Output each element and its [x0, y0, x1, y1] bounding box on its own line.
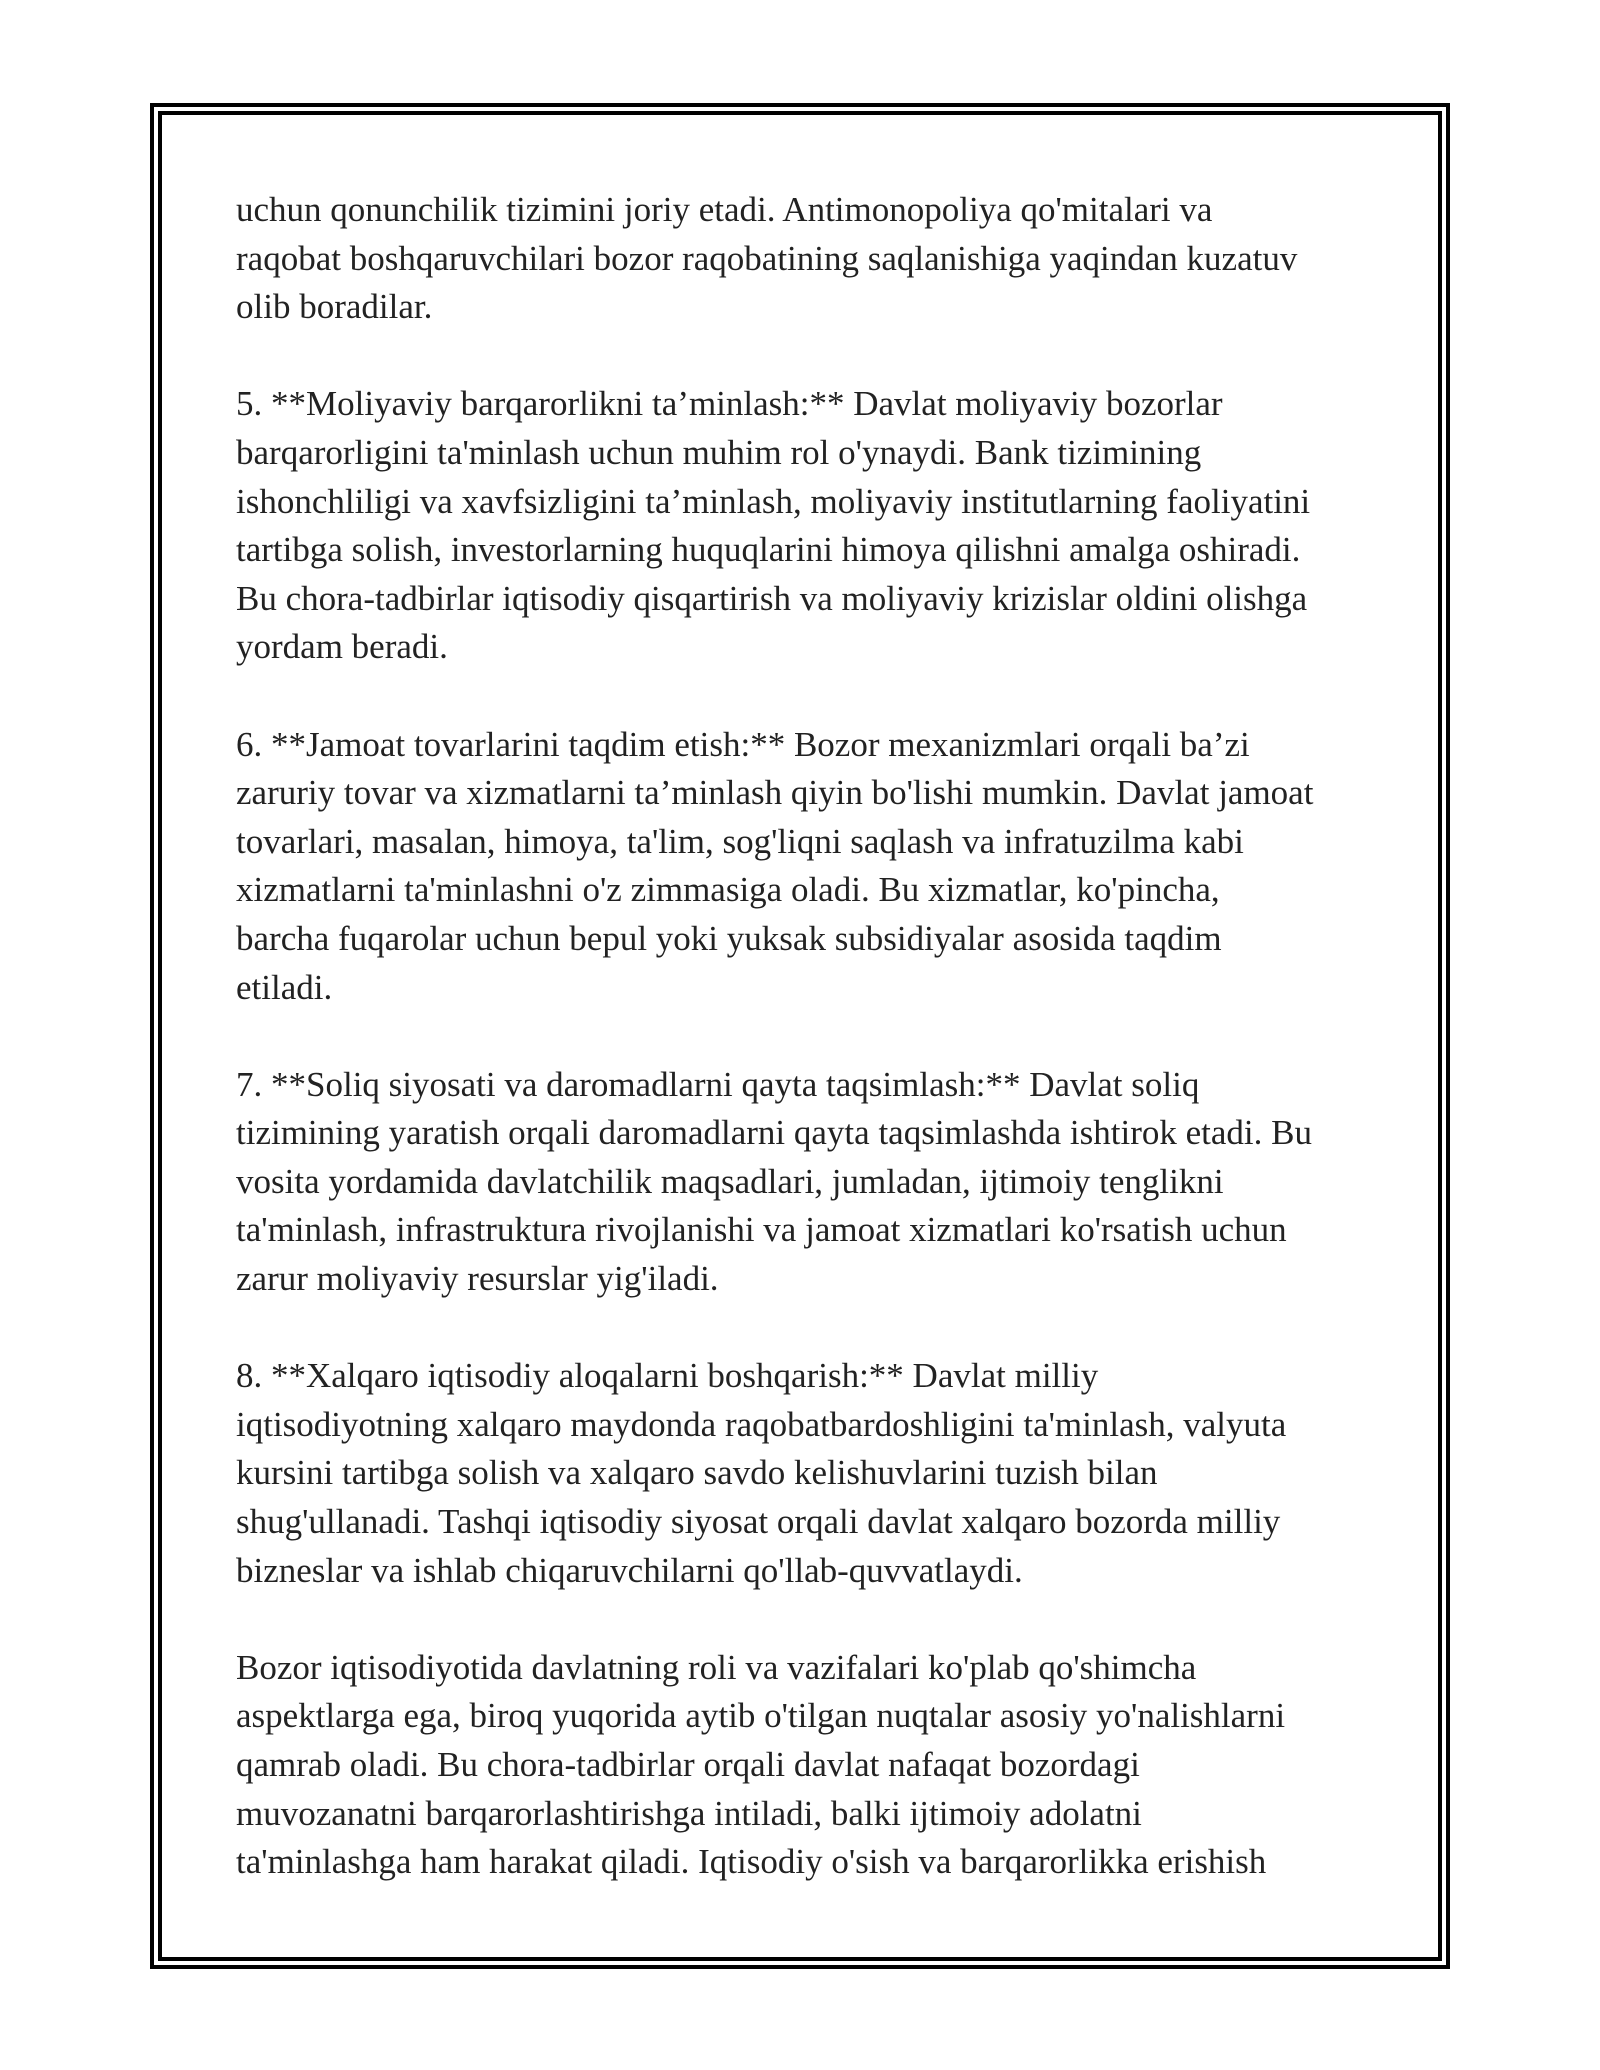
paragraph-financial-stability: 5. **Moliyaviy barqarorlikni ta’minlash:** Davlat moliyaviy bozorlar barqarorligini ta'minlash uchun muhim rol o'ynaydi. Bank tizimining ishonchliligi va xavfsizligini ta’minlash, moliyaviy institutlarning faoliyatini tartibga solish, investorlarning huquqlarini himoya qilishni amalga oshiradi. Bu chora-tadbirlar iqtisodiy qisqartirish va moliyaviy krizislar oldini olishga yordam beradi. [236, 384, 1311, 667]
paragraph-international-relations: 8. **Xalqaro iqtisodiy aloqalarni boshqarish:** Davlat milliy iqtisodiyotning xalqaro maydonda raqobatbardoshligini ta'minlash, valyuta kursini tartibga solish va xalqaro savdo kelishuvlarini tuzish bilan shug'ullanadi. Tashqi iqtisodiy siyosat orqali davlat xalqaro bozorda milliy bizneslar va ishlab chiqaruvchilarni qo'llab-quvvatlaydi. [236, 1356, 1287, 1590]
paragraph-conclusion: Bozor iqtisodiyotida davlatning roli va vazifalari ko'plab qo'shimcha aspektlarga ega, biroq yuqorida aytib o'tilgan nuqtalar asosiy yo'nalishlarni qamrab oladi. Bu chora-tadbirlar orqali davlat nafaqat bozordagi muvozanatni barqarorlashtirishga intiladi, balki ijtimoiy adolatni ta'minlashga ham harakat qiladi. Iqtisodiy o'sish va barqarorlikka erishish [236, 1647, 1286, 1882]
document-body [236, 186, 1386, 1887]
paragraph-antimonopoly: uchun qonunchilik tizimini joriy etadi. Antimonopoliya qo'mitalari va raqobat boshqaruvchilari bozor raqobatining saqlanishiga yaqindan kuzatuv olib boradilar. [236, 190, 1298, 327]
paragraph-tax-policy: 7. **Soliq siyosati va daromadlarni qayta taqsimlash:** Davlat soliq tizimining yaratish orqali daromadlarni qayta taqsimlashda ishtirok etadi. Bu vosita yordamida davlatchilik maqsadlari, jumladan, ijtimoiy tenglikni ta'minlash, infrastruktura rivojlanishi va jamoat xizmatlari ko'rsatish uchun zarur moliyaviy resurslar yig'iladi. [236, 1064, 1312, 1299]
paragraph-public-goods: 6. **Jamoat tovarlarini taqdim etish:** Bozor mexanizmlari orqali ba’zi zaruriy tovar va xizmatlarni ta’minlash qiyin bo'lishi mumkin. Davlat jamoat tovarlari, masalan, himoya, ta'lim, sog'liqni saqlash va infratuzilma kabi xizmatlarni ta'minlashni o'z zimmasiga oladi. Bu xizmatlar, ko'pincha, barcha fuqarolar uchun bepul yoki yuksak subsidiyalar asosida taqdim etiladi. [236, 724, 1314, 1007]
